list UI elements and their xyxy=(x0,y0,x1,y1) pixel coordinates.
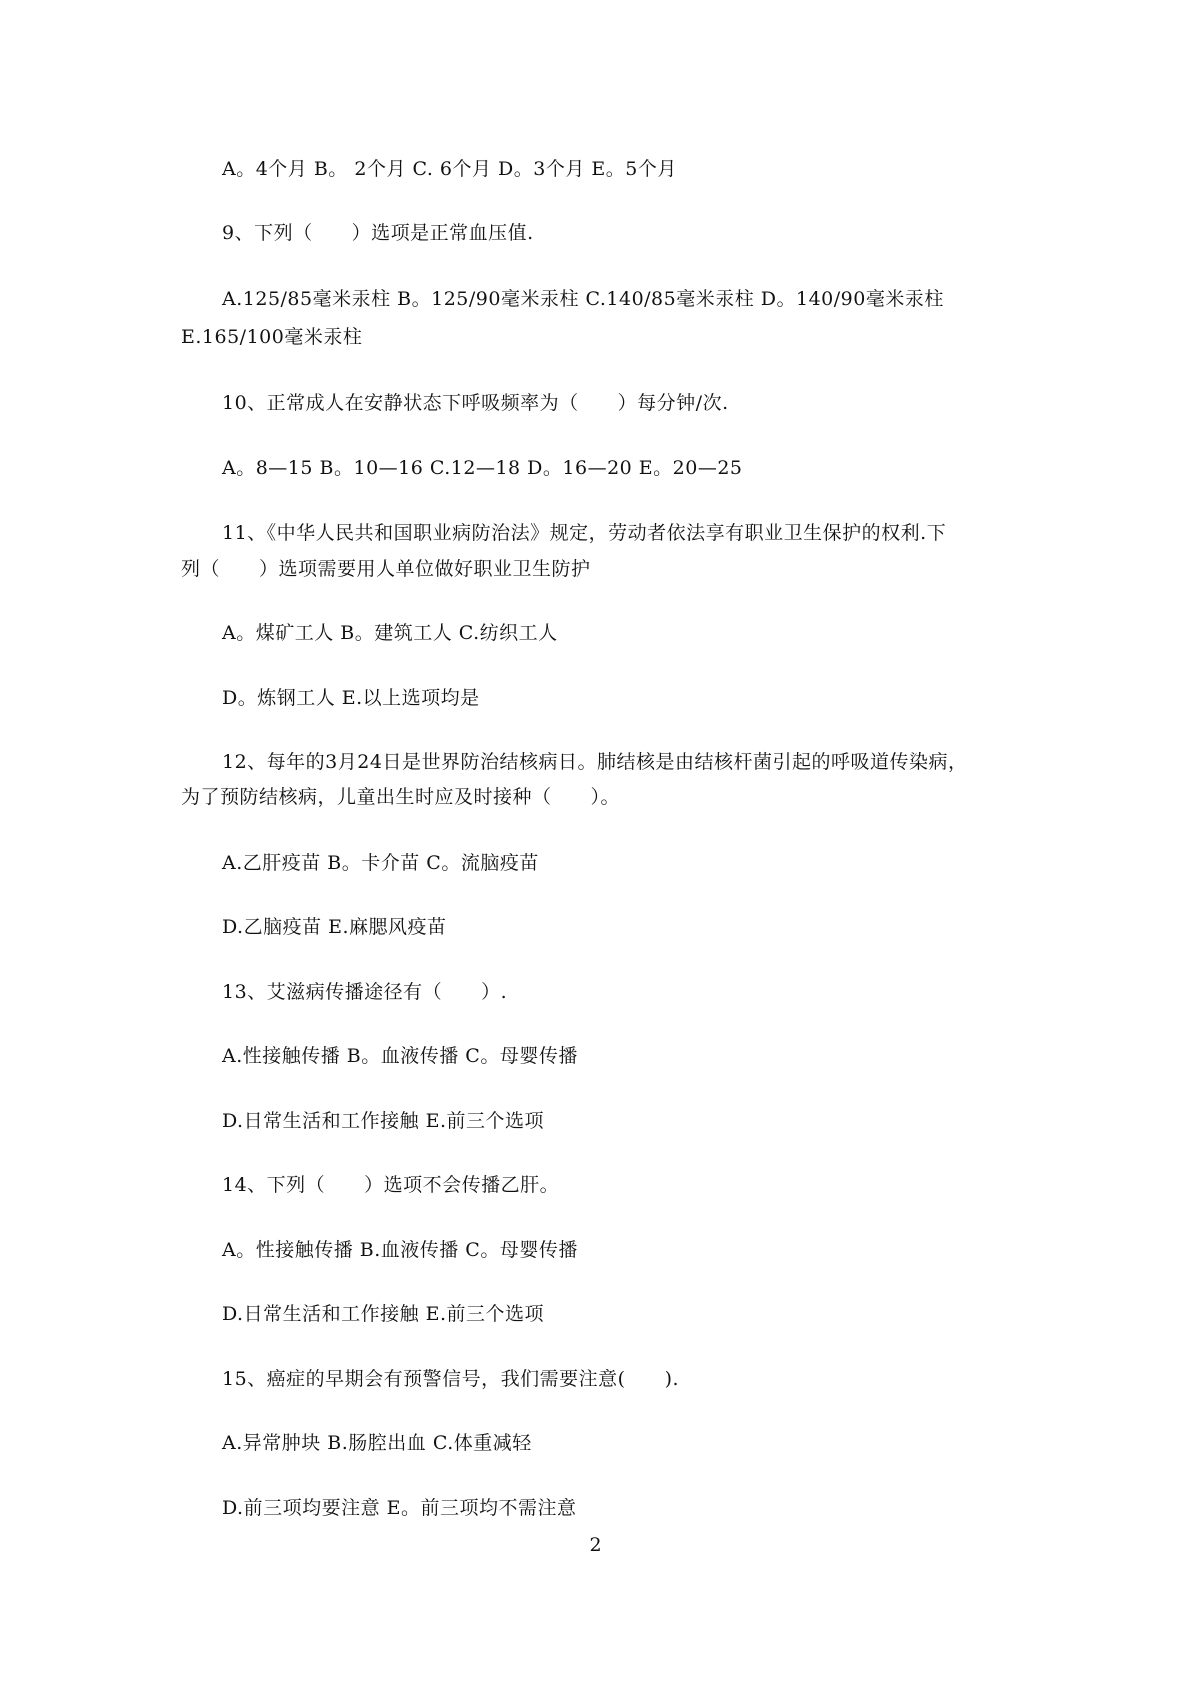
page-number: 2 xyxy=(589,1534,602,1556)
question-13-options-line-2: D.日常生活和工作接触 E.前三个选项 xyxy=(222,1110,545,1132)
question-11-text-line-2: 列（ ）选项需要用人单位做好职业卫生防护 xyxy=(181,558,591,580)
question-12-options-line-1: A.乙肝疫苗 B。卡介苗 C。流脑疫苗 xyxy=(222,852,539,874)
question-10-text: 10、正常成人在安静状态下呼吸频率为（ ）每分钟/次. xyxy=(222,392,729,414)
question-9-options-line-1: A.125/85毫米汞柱 B。125/90毫米汞柱 C.140/85毫米汞柱 D。140/90毫米汞柱 xyxy=(222,288,944,310)
question-9-text: 9、下列（ ）选项是正常血压值. xyxy=(222,222,534,244)
question-8-options: A。4个月 B。 2个月 C. 6个月 D。3个月 E。5个月 xyxy=(222,158,677,180)
question-13-text: 13、艾滋病传播途径有（ ）. xyxy=(222,981,508,1003)
question-12-text-line-1: 12、每年的3月24日是世界防治结核病日。肺结核是由结核杆菌引起的呼吸道传染病， xyxy=(222,751,968,773)
question-11-options-line-1: A。煤矿工人 B。建筑工人 C.纺织工人 xyxy=(222,622,558,644)
question-12-options-line-2: D.乙脑疫苗 E.麻腮风疫苗 xyxy=(222,916,447,938)
question-13-options-line-1: A.性接触传播 B。血液传播 C。母婴传播 xyxy=(222,1045,578,1067)
question-9-options-line-2: E.165/100毫米汞柱 xyxy=(181,326,363,348)
question-14-options-line-1: A。性接触传播 B.血液传播 C。母婴传播 xyxy=(222,1239,578,1261)
question-15-options-line-2: D.前三项均要注意 E。前三项均不需注意 xyxy=(222,1497,577,1519)
question-10-options: A。8—15 B。10—16 C.12—18 D。16—20 E。20—25 xyxy=(222,457,743,479)
question-15-options-line-1: A.异常肿块 B.肠腔出血 C.体重减轻 xyxy=(222,1432,532,1454)
question-12-text-line-2: 为了预防结核病，儿童出生时应及时接种（ ）。 xyxy=(181,786,621,808)
question-11-options-line-2: D。炼钢工人 E.以上选项均是 xyxy=(222,687,480,709)
question-14-text: 14、下列（ ）选项不会传播乙肝。 xyxy=(222,1174,560,1196)
question-15-text: 15、癌症的早期会有预警信号，我们需要注意( ). xyxy=(222,1368,680,1390)
question-14-options-line-2: D.日常生活和工作接触 E.前三个选项 xyxy=(222,1303,545,1325)
question-11-text-line-1: 11、《中华人民共和国职业病防治法》规定，劳动者依法享有职业卫生保护的权利.下 xyxy=(222,522,947,544)
